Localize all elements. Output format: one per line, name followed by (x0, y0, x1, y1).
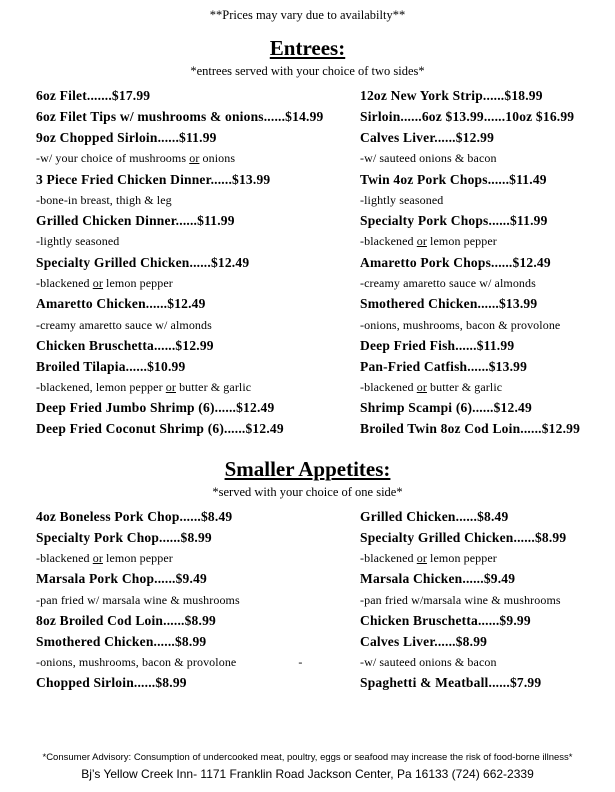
menu-item: Grilled Chicken......$8.49 (360, 508, 509, 524)
menu-item: Shrimp Scampi (6)......$12.49 (360, 400, 532, 416)
menu-item-description: -bone-in breast, thigh & leg (36, 192, 172, 207)
page-footer (0, 751, 615, 782)
menu-item: Smothered Chicken......$13.99 (360, 296, 538, 312)
menu-item: 4oz Boneless Pork Chop......$8.49 (36, 508, 233, 524)
menu-item-description: -blackened or lemon pepper (360, 551, 497, 566)
menu-item-description: -w/ your choice of mushrooms or onions (36, 151, 236, 166)
menu-item: Calves Liver......$12.99 (360, 129, 495, 145)
menu-item-description: -onions, mushrooms, bacon & provolone - (36, 655, 303, 670)
price-disclaimer: **Prices may vary due to availabilty** (209, 8, 406, 22)
menu-item: Chicken Bruschetta......$9.99 (360, 612, 531, 628)
menu-item: Amaretto Chicken......$12.49 (36, 296, 206, 312)
menu-item: 3 Piece Fried Chicken Dinner......$13.99 (36, 171, 271, 187)
menu-item: Deep Fried Jumbo Shrimp (6)......$12.49 (36, 400, 275, 416)
section-title-entrees: Entrees: (269, 36, 346, 60)
menu-item: Broiled Twin 8oz Cod Loin......$12.99 (360, 421, 581, 437)
menu-item-description: -w/ sauteed onions & bacon (360, 151, 497, 166)
consumer-advisory: *Consumer Advisory: Consumption of undercooked meat, poultry, eggs or seafood may increase the risk of food-borne illness* (42, 752, 573, 763)
menu-item: Twin 4oz Pork Chops......$11.49 (360, 171, 547, 187)
menu-item-description: -blackened or lemon pepper (36, 276, 173, 291)
section-title-smaller-appetites: Smaller Appetites: (224, 456, 391, 481)
menu-item-description: -pan fried w/marsala wine & mushrooms (360, 592, 561, 607)
menu-item: Chopped Sirloin......$8.99 (36, 675, 187, 691)
menu-item: Smothered Chicken......$8.99 (36, 633, 207, 649)
menu-item: Specialty Pork Chops......$11.99 (360, 213, 548, 229)
menu-item: Deep Fried Fish......$11.99 (360, 337, 515, 353)
menu-item-description: -lightly seasoned (36, 234, 120, 249)
menu-item-description: -blackened, lemon pepper or butter & garlic (36, 380, 252, 395)
menu-item: 6oz Filet.......$17.99 (36, 88, 151, 104)
menu-section-smaller-appetites (0, 457, 615, 694)
menu-item: Deep Fried Coconut Shrimp (6)......$12.49 (36, 421, 284, 437)
menu-sections (0, 36, 615, 694)
menu-item: Marsala Pork Chop......$9.49 (36, 571, 207, 587)
restaurant-address: Bj’s Yellow Creek Inn- 1171 Franklin Road Jackson Center, Pa 16133 (724) 662-2339 (81, 767, 534, 781)
menu-rows-smaller-appetites (36, 507, 615, 694)
section-note-entrees: *entrees served with your choice of two sides* (190, 64, 425, 78)
menu-item-description: -creamy amaretto sauce w/ almonds (360, 276, 536, 291)
menu-item-description: -onions, mushrooms, bacon & provolone (360, 317, 561, 332)
menu-item: 8oz Broiled Cod Loin......$8.99 (36, 612, 216, 628)
menu-item: 6oz Filet Tips w/ mushrooms & onions......$14.99 (36, 109, 324, 125)
menu-item: Grilled Chicken Dinner......$11.99 (36, 213, 235, 229)
menu-item: 9oz Chopped Sirloin......$11.99 (36, 129, 217, 145)
menu-item: Marsala Chicken......$9.49 (360, 571, 516, 587)
menu-item: Broiled Tilapia......$10.99 (36, 358, 186, 374)
menu-item: Chicken Bruschetta......$12.99 (36, 337, 214, 353)
menu-item: Amaretto Pork Chops......$12.49 (360, 254, 551, 270)
menu-item: Sirloin......6oz $13.99......10oz $16.99 (360, 109, 575, 125)
menu-item: Specialty Grilled Chicken......$12.49 (36, 254, 250, 270)
menu-item: Calves Liver......$8.99 (360, 633, 488, 649)
menu-item: Specialty Grilled Chicken......$8.99 (360, 529, 567, 545)
menu-item-description: -w/ sauteed onions & bacon (360, 655, 497, 670)
menu-rows-entrees (36, 86, 615, 440)
section-note-smaller-appetites: *served with your choice of one side* (212, 484, 403, 499)
menu-section-entrees (0, 36, 615, 440)
menu-item-description: -blackened or lemon pepper (360, 234, 497, 249)
menu-item-description: -lightly seasoned (360, 192, 444, 207)
menu-item: 12oz New York Strip......$18.99 (360, 88, 543, 104)
menu-item: Spaghetti & Meatball......$7.99 (360, 675, 542, 691)
menu-item-description: -creamy amaretto sauce w/ almonds (36, 317, 212, 332)
menu-item: Specialty Pork Chop......$8.99 (36, 529, 212, 545)
menu-item-description: -blackened or butter & garlic (360, 380, 503, 395)
menu-item-description: -pan fried w/ marsala wine & mushrooms (36, 592, 240, 607)
menu-item: Pan-Fried Catfish......$13.99 (360, 358, 528, 374)
menu-item-description: -blackened or lemon pepper (36, 551, 173, 566)
